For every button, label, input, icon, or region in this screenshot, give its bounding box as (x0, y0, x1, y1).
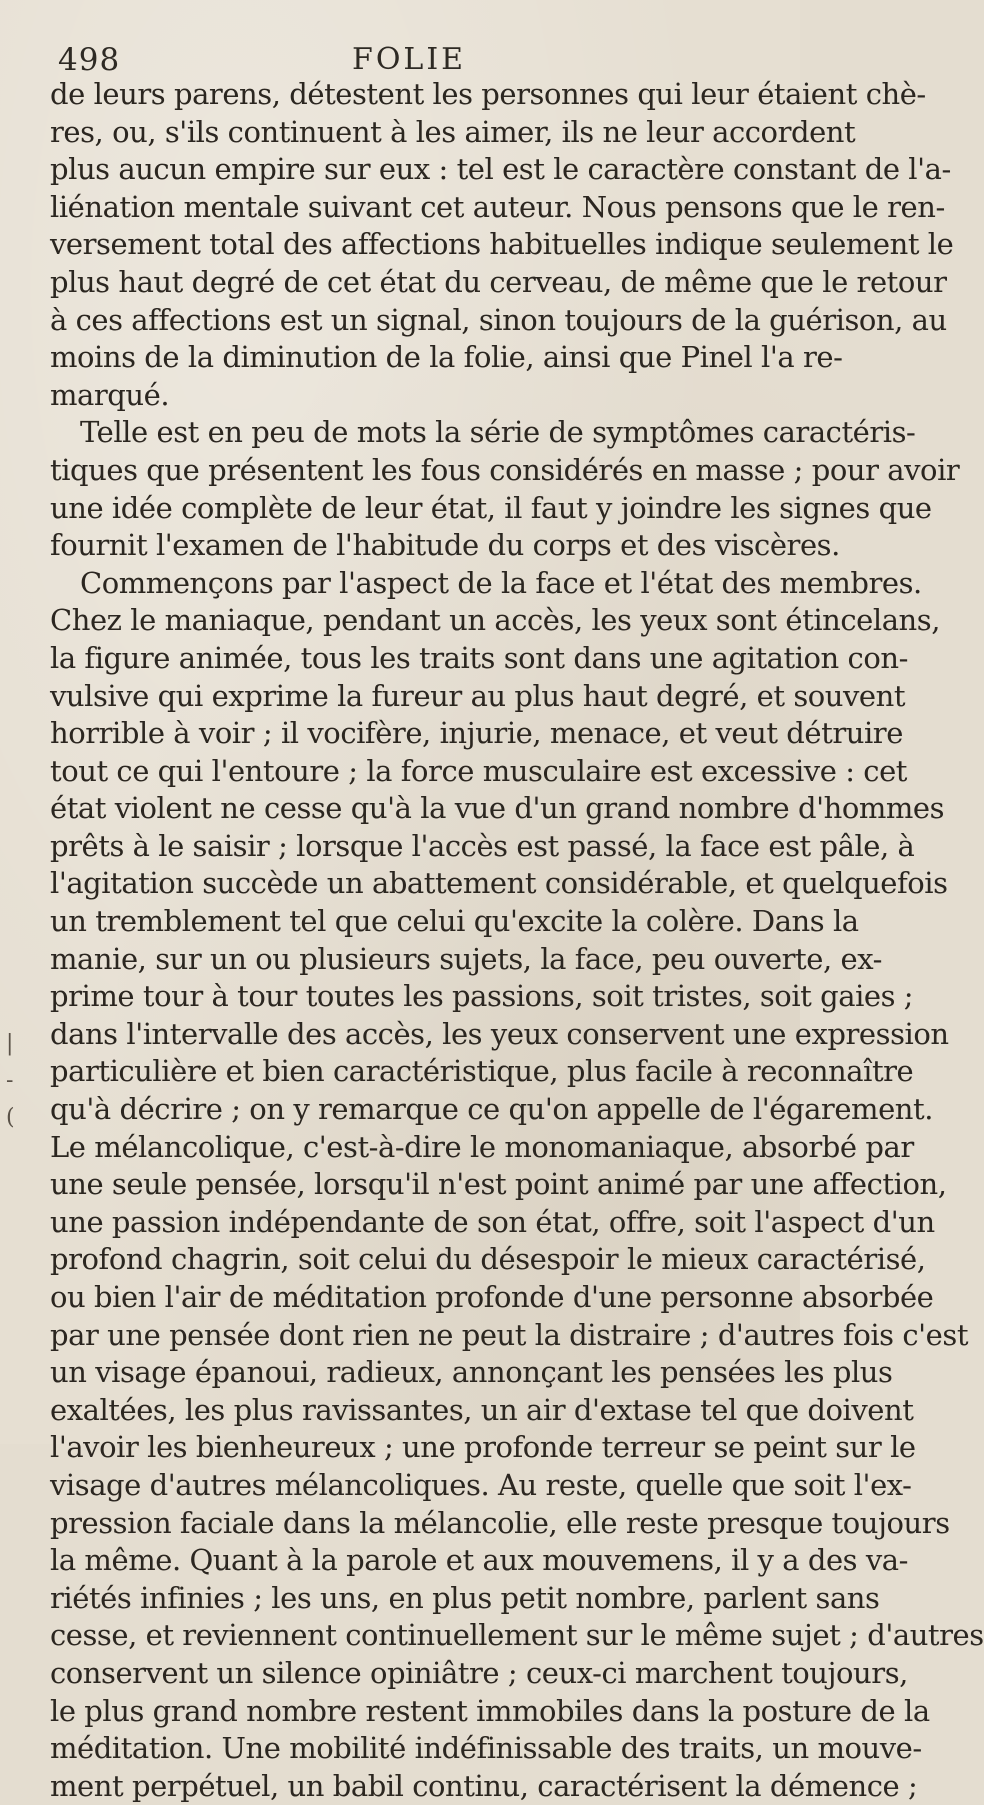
text-line: exaltées, les plus ravissantes, un air d'extase tel que doivent (50, 1392, 914, 1427)
text-line: ment perpétuel, un babil continu, caractérisent la démence ; (50, 1768, 918, 1803)
text-line: l'avoir les bienheureux ; une profonde terreur se peint sur le (50, 1430, 916, 1465)
text-line: riétés infinies ; les uns, en plus petit nombre, parlent sans (50, 1580, 880, 1615)
text-line: profond chagrin, soit celui du désespoir le mieux caractérisé, (50, 1242, 926, 1277)
paragraph-start: Telle est en peu de mots la série de symptômes caractéris- (80, 415, 916, 450)
text-line: par une pensée dont rien ne peut la distraire ; d'autres fois c'est (50, 1317, 969, 1352)
text-line: le plus grand nombre restent immobiles dans la posture de la (50, 1693, 930, 1728)
text-line: plus aucun empire sur eux : tel est le caractère constant de l'a- (50, 152, 951, 187)
text-line: vulsive qui exprime la fureur au plus haut degré, et souvent (50, 678, 906, 713)
text-line: état violent ne cesse qu'à la vue d'un grand nombre d'hommes (50, 791, 945, 826)
text-line: Chez le maniaque, pendant un accès, les yeux sont étincelans, (50, 603, 940, 638)
text-line: res, ou, s'ils continuent à les aimer, ils ne leur accordent (50, 114, 856, 149)
text-line: plus haut degré de cet état du cerveau, de même que le retour (50, 264, 947, 299)
margin-marks (6, 1025, 15, 1136)
body-text (50, 76, 984, 1805)
paragraph-start: Commençons par l'aspect de la face et l'état des membres. (80, 565, 922, 600)
text-line: marqué. (50, 377, 170, 412)
text-line: ou bien l'air de méditation profonde d'une personne absorbée (50, 1280, 934, 1314)
text-line: tiques que présentent les fous considérés en masse ; pour avoir (50, 452, 960, 487)
page-number: 498 (58, 42, 121, 78)
running-title: FOLIE (352, 42, 467, 77)
text-line: l'agitation succède un abattement considérable, et quelquefois (50, 866, 948, 901)
text-line: liénation mentale suivant cet auteur. Nous pensons que le ren- (50, 189, 945, 224)
text-line: prime tour à tour toutes les passions, soit tristes, soit gaies ; (50, 979, 914, 1014)
margin-mark: ( (6, 1105, 15, 1130)
text-line: cesse, et reviennent continuellement sur le même sujet ; d'autres (50, 1618, 984, 1653)
text-line: à ces affections est un signal, sinon toujours de la guérison, au (50, 302, 947, 337)
text-line: qu'à décrire ; on y remarque ce qu'on appelle de l'égarement. (50, 1092, 934, 1127)
text-line: la figure animée, tous les traits sont dans une agitation con- (50, 640, 908, 675)
text-line: moins de la diminution de la folie, ainsi que Pinel l'a re- (50, 340, 843, 375)
text-line: tout ce qui l'entoure ; la force musculaire est excessive : cet (50, 753, 907, 788)
text-line: Le mélancolique, c'est-à-dire le monomaniaque, absorbé par (50, 1129, 914, 1164)
text-line: fournit l'examen de l'habitude du corps et des viscères. (50, 528, 840, 563)
text-line: un visage épanoui, radieux, annonçant les pensées les plus (50, 1355, 893, 1390)
margin-mark: | (6, 1031, 14, 1056)
text-line: méditation. Une mobilité indéfinissable des traits, un mouve- (50, 1731, 922, 1766)
text-line: pression faciale dans la mélancolie, elle reste presque toujours (50, 1505, 950, 1540)
text-line: prêts à le saisir ; lorsque l'accès est passé, la face est pâle, à (50, 828, 915, 863)
text-line: une idée complète de leur état, il faut y joindre les signes que (50, 490, 932, 525)
text-line: dans l'intervalle des accès, les yeux conservent une expression (50, 1016, 949, 1051)
text-line: une passion indépendante de son état, offre, soit l'aspect d'un (50, 1204, 935, 1239)
text-line: particulière et bien caractéristique, plus facile à reconnaître (50, 1054, 914, 1089)
text-line: manie, sur un ou plusieurs sujets, la face, peu ouverte, ex- (50, 941, 882, 976)
text-line: un tremblement tel que celui qu'excite la colère. Dans la (50, 904, 859, 939)
text-line: de leurs parens, détestent les personnes qui leur étaient chè- (50, 77, 926, 111)
text-line: horrible à voir ; il vocifère, injurie, menace, et veut détruire (50, 716, 903, 751)
text-line: visage d'autres mélancoliques. Au reste, quelle que soit l'ex- (50, 1467, 912, 1502)
margin-mark: - (6, 1068, 14, 1093)
text-line: conservent un silence opiniâtre ; ceux-ci marchent toujours, (50, 1655, 908, 1690)
text-line: versement total des affections habituelles indique seulement le (50, 227, 954, 262)
text-line: la même. Quant à la parole et aux mouvemens, il y a des va- (50, 1543, 908, 1578)
text-line: une seule pensée, lorsqu'il n'est point animé par une affection, (50, 1167, 947, 1202)
